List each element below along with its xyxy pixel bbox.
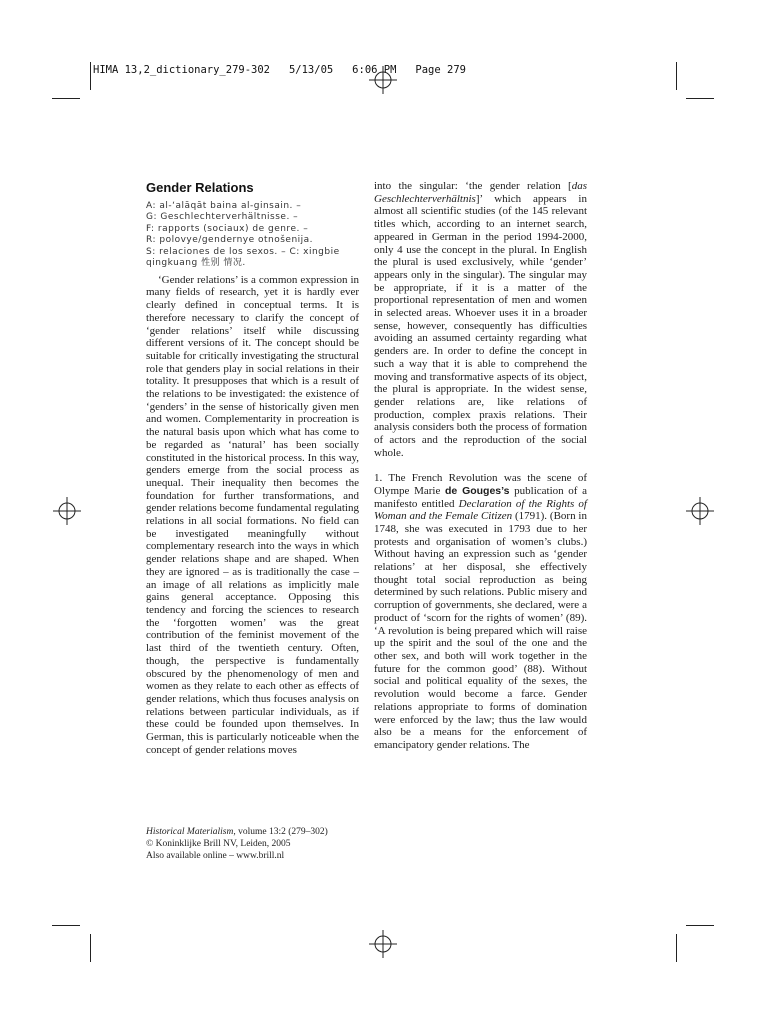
translation-german: G: Geschlechterverhältnisse. – — [146, 212, 299, 223]
bold-name: de Gouges’s — [445, 484, 510, 497]
journal-volume: , volume 13:2 (279–302) — [233, 827, 328, 837]
entry-title: Gender Relations — [146, 180, 254, 195]
translation-russian: R: polovye/gendernye otnošenija. — [146, 235, 314, 246]
translation-chinese: qingkuang 性别 情况. — [146, 258, 246, 269]
registration-mark-icon — [369, 66, 397, 94]
crop-mark — [676, 934, 677, 962]
translation-arabic: A: al-‘alāqāt baina al-ginsain. – — [146, 200, 302, 211]
footer-online: Also available online – www.brill.nl — [146, 851, 285, 861]
text-run: 1. The French Revolution was the scene of Olympe Marie — [374, 472, 587, 497]
translation-french: F: rapports (sociaux) de genre. – — [146, 223, 309, 234]
crop-mark — [676, 62, 677, 90]
crop-mark — [686, 98, 714, 99]
footer-copyright: © Koninklijke Brill NV, Leiden, 2005 — [146, 839, 291, 849]
text-run: into the singular: ‘the gender relation [ — [374, 180, 572, 192]
crop-mark — [90, 62, 91, 90]
registration-mark-icon — [369, 930, 397, 958]
footer-journal-line — [146, 826, 406, 838]
left-column — [146, 180, 359, 756]
right-column — [374, 180, 587, 752]
text-run: (1791). (Born in 1748, she was executed in 1793 due to her protests and organisation of women’s clubs.) Without having an expression such as ‘gender relations’ at her disposal, she effectively thought total social reproduction as being determined by such relations. Public misery and corruption of governments, she declared, were a product of ‘scorn for the rights of women’ (89). ‘A revolution is being prepared which will raise up the spirit and the soul of the one and the other sex, and both will work together in the future for the common good’ (88). Without social and political equality of the sexes, the revolution would become a farce. Gender relations appropriate to forms of domination were enforced by the law; thus the law would also be a means for the enforcement of emancipatory gender relations. The — [374, 510, 587, 751]
translation-spanish-chinese: S: relaciones de los sexos. – C: xingbie — [146, 246, 340, 257]
crop-mark — [90, 934, 91, 962]
page-footer — [146, 826, 406, 862]
body-paragraph — [374, 472, 587, 751]
crop-mark — [52, 925, 80, 926]
crop-mark — [686, 925, 714, 926]
italic-term: das Geschlechterverhältnis — [374, 180, 587, 205]
text-run: ]’ which appears in almost all scientific studies (of the 145 relevant titles which, according to an internet search, appeared in German in the period 1994-2000, only 4 use the concept in the plural. In English the plural is used exclusively, while ‘gender’ appears only in the singular). The singular may be appropriate, if it is a matter of the proportional representation of men and women in selected areas. Whoever uses it in a broader sense, however, consequently has difficulties avoiding an assumed certainty regarding what genders are. In order to define the concept in such a way that it is able to comprehend the moving and transformative aspects of its object, the plural is appropriate. In the widest sense, gender relations are, like relations of production, complex praxis relations. Their analysis considers both the process of formation of actors and the reproduction of the social whole. — [374, 192, 587, 459]
translations — [146, 201, 359, 270]
text-run: publication of a manifesto entitled — [374, 484, 587, 510]
italic-title: Declaration of the Rights of Woman and the Female Citizen — [374, 497, 587, 523]
body-paragraph: ‘Gender relations’ is a common expression in many fields of research, yet it is hardly ever clearly defined in conceptual terms. It is therefore necessary to clarify the concept of ‘gender relations’ itself while discussing different versions of it. The concept should be suitable for critically investigating the structural role that genders play in social relations in their totality. It presupposes that which is a result of the relations to be investigated: the existence of ‘genders’ in the sense of historically given men and women. Complementarity in procreation is the natural basis upon which what has come to be regarded as ‘natural’ has been socially constituted in the historical process. In this way, genders emerge from the social process as unequal. Their inequality then becomes the foundation for further transformations, and gender relations become fundamental regulating relations in all social formations. No field can be investigated meaningfully without complementary research into the ways in which gender relations shape and are shaped. When they are ignored – as is traditionally the case – an image of all relations as implicitly male gains general acceptance. Opposing this tendency and forcing the sciences to research the ‘forgotten women’ was the great contribution of the feminist movement of the last third of the twentieth century. Often, though, the perspective is fundamentally obscured by the phenomenology of men and women as they relate to each other as effects of gender relations, which thus focuses analysis on relations between particular individuals, as if these could be founded upon themselves. In German, this is particularly noticeable when the concept of gender relations moves — [146, 273, 359, 756]
registration-mark-icon — [686, 497, 714, 525]
registration-mark-icon — [53, 497, 81, 525]
crop-mark — [52, 98, 80, 99]
body-paragraph — [374, 180, 587, 459]
print-slug-line: HIMA 13,2_dictionary_279-302 5/13/05 6:06 PM Page 279 — [93, 64, 466, 76]
journal-name: Historical Materialism — [146, 827, 234, 837]
